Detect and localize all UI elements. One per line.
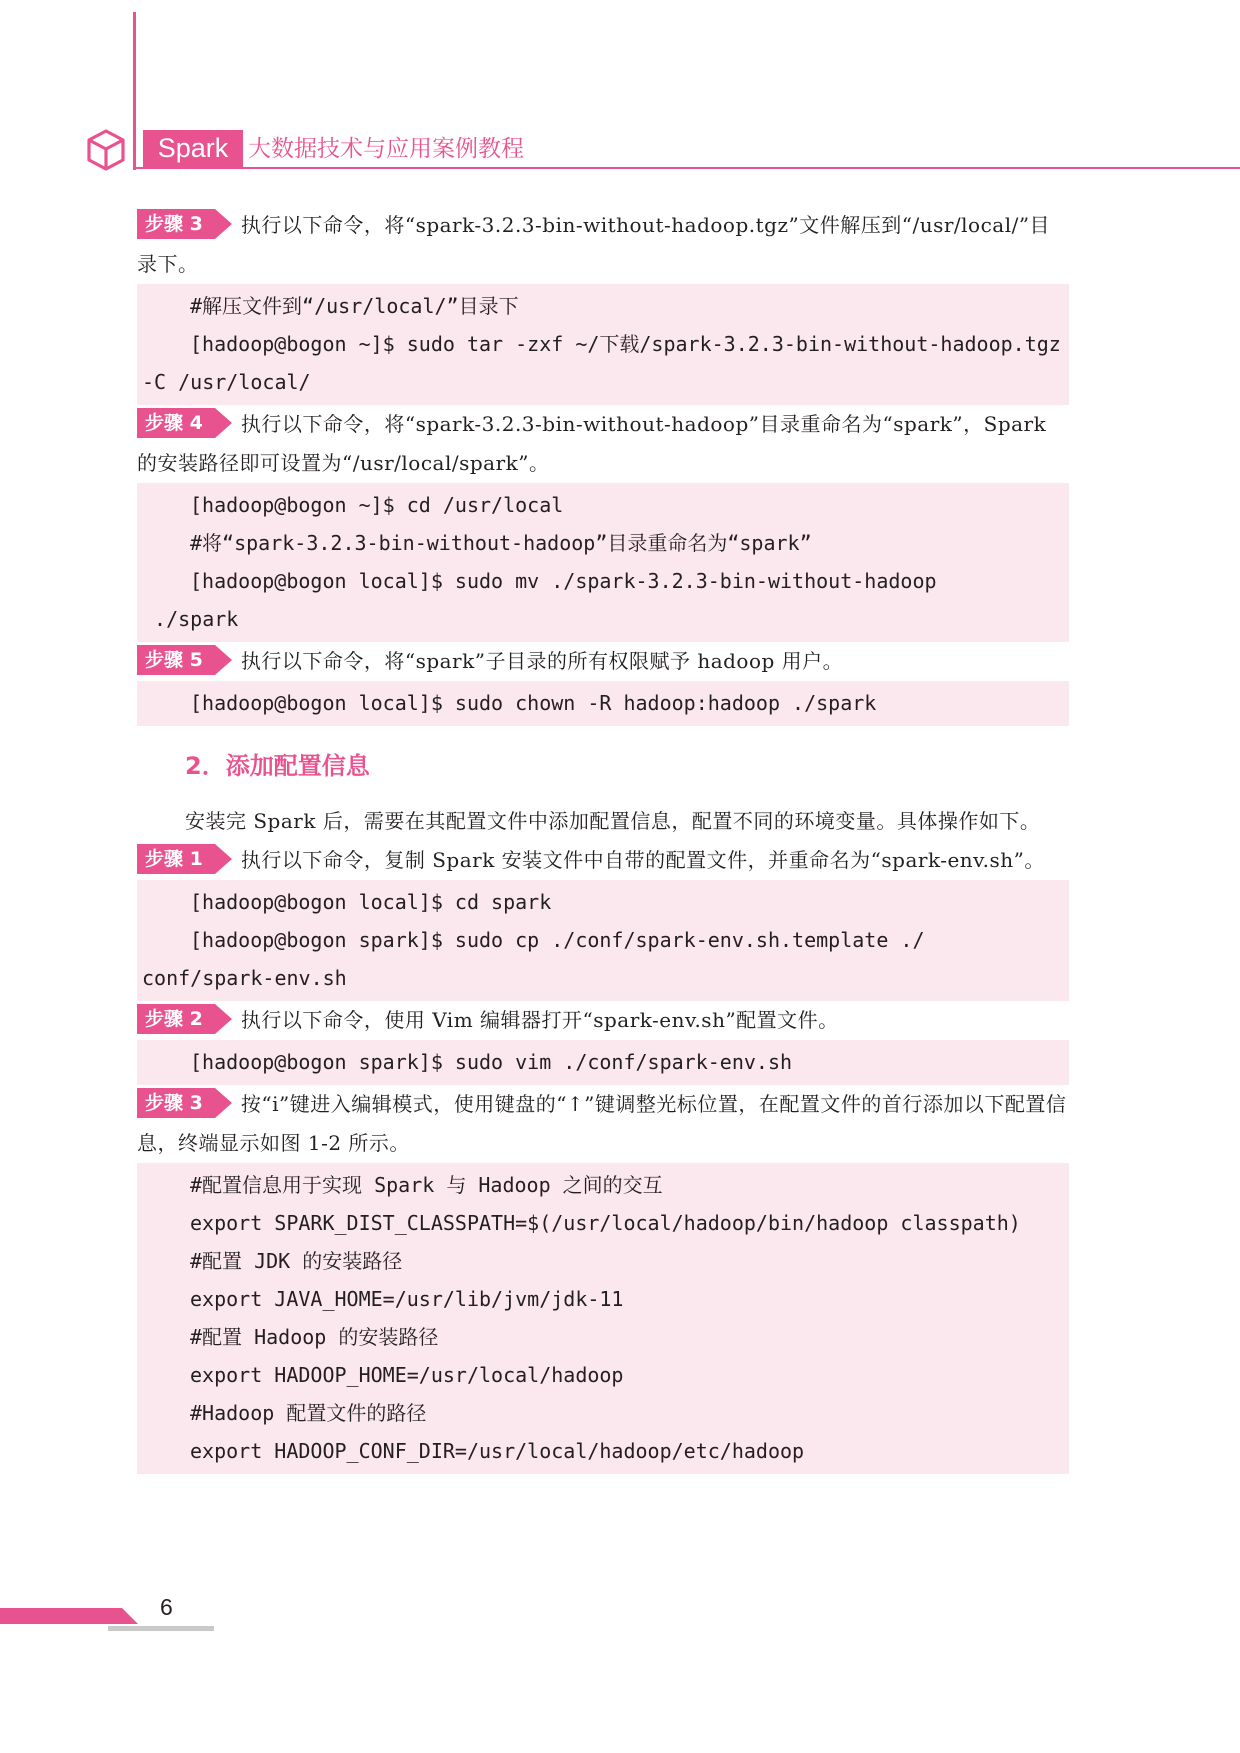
code-line: export HADOOP_CONF_DIR=/usr/local/hadoop/etc/hadoop	[190, 1439, 805, 1463]
step-text: 执行以下命令，将“spark-3.2.3-bin-without-hadoop”目录重命名为“spark”，Spark 的安装路径即可设置为“/usr/local/spark”。	[137, 412, 1047, 475]
step-text: 执行以下命令，将“spark”子目录的所有权限赋予 hadoop 用户。	[240, 649, 844, 673]
section-intro: 安装完 Spark 后，需要在其配置文件中添加配置信息，配置不同的环境变量。具体操作如下。	[185, 809, 1041, 833]
page-content	[137, 206, 1069, 1474]
step-paragraph	[137, 642, 1069, 681]
book-title: 大数据技术与应用案例教程	[248, 136, 524, 162]
step-paragraph	[137, 1001, 1069, 1040]
step-paragraph	[137, 841, 1069, 880]
code-line: #将“spark-3.2.3-bin-without-hadoop”目录重命名为“spark”	[190, 531, 812, 555]
header-vertical-rule	[133, 12, 136, 170]
step-paragraph	[137, 405, 1069, 483]
code-block	[137, 284, 1069, 405]
code-line: [hadoop@bogon spark]$ sudo cp ./conf/spark-env.sh.template ./	[190, 928, 925, 952]
code-line: -C /usr/local/	[142, 370, 311, 394]
code-line: conf/spark-env.sh	[142, 966, 347, 990]
code-line: [hadoop@bogon local]$ sudo mv ./spark-3.2.3-bin-without-hadoop	[190, 569, 937, 593]
code-line: export SPARK_DIST_CLASSPATH=$(/usr/local/hadoop/bin/hadoop classpath)	[190, 1211, 1021, 1235]
code-line: [hadoop@bogon local]$ cd spark	[190, 890, 552, 914]
step-badge: 步骤 2	[137, 1004, 215, 1034]
code-block	[137, 1163, 1069, 1474]
page-number: 6	[160, 1594, 173, 1620]
code-line: [hadoop@bogon ~]$ cd /usr/local	[190, 493, 564, 517]
footer-shadow	[108, 1626, 214, 1631]
code-line: [hadoop@bogon spark]$ sudo vim ./conf/spark-env.sh	[190, 1050, 793, 1074]
code-line: #Hadoop 配置文件的路径	[190, 1401, 427, 1425]
step-text: 执行以下命令，使用 Vim 编辑器打开“spark-env.sh”配置文件。	[240, 1008, 839, 1032]
step-paragraph	[137, 1085, 1069, 1163]
footer-accent-corner	[122, 1608, 138, 1624]
code-line: #解压文件到“/usr/local/”目录下	[190, 294, 519, 318]
footer-accent-bar	[0, 1608, 122, 1624]
code-block	[137, 880, 1069, 1001]
code-line: #配置 Hadoop 的安装路径	[190, 1325, 439, 1349]
steps-part-2	[137, 841, 1069, 1474]
step-badge: 步骤 1	[137, 844, 215, 874]
code-block	[137, 1040, 1069, 1085]
code-block	[137, 483, 1069, 642]
step-badge: 步骤 5	[137, 645, 215, 675]
step-badge: 步骤 3	[137, 209, 215, 239]
step-text: 执行以下命令，将“spark-3.2.3-bin-without-hadoop.tgz”文件解压到“/usr/local/”目录下。	[137, 213, 1051, 276]
code-line: [hadoop@bogon local]$ sudo chown -R hadoop:hadoop ./spark	[190, 691, 877, 715]
header-horizontal-rule	[133, 167, 1240, 169]
step-text: 按“i”键进入编辑模式，使用键盘的“↑”键调整光标位置，在配置文件的首行添加以下配置信息，终端显示如图 1-2 所示。	[137, 1092, 1067, 1155]
step-badge: 步骤 4	[137, 408, 215, 438]
code-line: [hadoop@bogon ~]$ sudo tar -zxf ~/下载/spark-3.2.3-bin-without-hadoop.tgz	[190, 332, 1061, 356]
step-badge: 步骤 3	[137, 1088, 215, 1118]
step-text: 执行以下命令，复制 Spark 安装文件中自带的配置文件，并重命名为“spark-env.sh”。	[240, 848, 1045, 872]
code-line: ./spark	[142, 607, 239, 631]
cube-icon	[86, 128, 126, 172]
code-line: export HADOOP_HOME=/usr/local/hadoop	[190, 1363, 624, 1387]
code-block	[137, 681, 1069, 726]
section-heading: 2．添加配置信息	[185, 752, 370, 780]
code-line: #配置 JDK 的安装路径	[190, 1249, 403, 1273]
code-line: export JAVA_HOME=/usr/lib/jvm/jdk-11	[190, 1287, 624, 1311]
brand-label: Spark	[143, 130, 243, 167]
steps-part-1	[137, 206, 1069, 726]
code-line: #配置信息用于实现 Spark 与 Hadoop 之间的交互	[190, 1173, 663, 1197]
step-paragraph	[137, 206, 1069, 284]
